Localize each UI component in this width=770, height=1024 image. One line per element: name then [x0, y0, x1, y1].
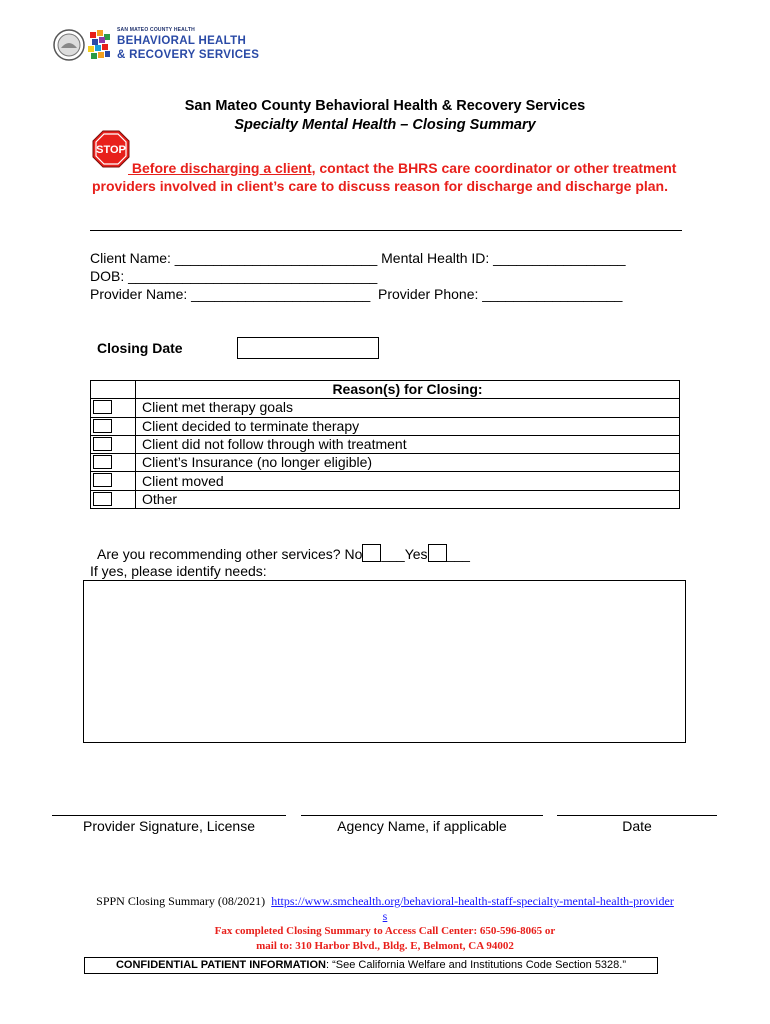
- footer-reference: [0, 894, 770, 954]
- reason-label: Client did not follow through with treatment: [136, 435, 680, 453]
- document-subtitle: Specialty Mental Health – Closing Summary: [234, 117, 536, 133]
- provider-signature-line[interactable]: [52, 815, 286, 816]
- reasons-table: [90, 380, 680, 509]
- stop-sign-label: STOP: [96, 144, 126, 156]
- closing-date-label: Closing Date: [97, 340, 183, 356]
- county-seal-icon: [52, 24, 112, 68]
- reason-label: Client moved: [136, 472, 680, 490]
- footer-link[interactable]: https://www.smchealth.org/behavioral-health-staff-specialty-mental-health-providers: [271, 894, 674, 923]
- recommend-question: [90, 528, 470, 562]
- date-line[interactable]: [557, 815, 717, 816]
- provider-signature-label: Provider Signature, License: [83, 818, 255, 834]
- table-row: [91, 490, 680, 508]
- reason-checkbox[interactable]: [93, 419, 112, 433]
- recommend-yes-checkbox[interactable]: [428, 544, 447, 562]
- reason-checkbox[interactable]: [93, 455, 112, 469]
- reason-label: Client decided to terminate therapy: [136, 417, 680, 435]
- reason-checkbox[interactable]: [93, 492, 112, 506]
- provider-field[interactable]: Provider Name: _______________________ Provider Phone: __________________: [90, 286, 623, 302]
- dob-field[interactable]: DOB: ________________________________: [90, 268, 378, 284]
- reason-label: Client met therapy goals: [136, 399, 680, 417]
- brand-text: [117, 28, 259, 61]
- date-label: Date: [622, 818, 652, 834]
- recommend-yes-blank: ___: [446, 546, 470, 562]
- table-row: [91, 472, 680, 490]
- discharge-warning: [92, 159, 692, 195]
- table-row: [91, 454, 680, 472]
- recommend-yes-label: Yes: [404, 546, 428, 562]
- confidential-label: CONFIDENTIAL PATIENT INFORMATION: [115, 959, 326, 971]
- needs-textarea[interactable]: [83, 580, 686, 743]
- reason-checkbox[interactable]: [93, 400, 112, 414]
- needs-label: If yes, please identify needs:: [90, 563, 267, 579]
- confidential-notice: [84, 957, 658, 974]
- client-name-field[interactable]: Client Name: __________________________ Mental Health ID: _________________: [90, 250, 626, 266]
- table-row: [91, 435, 680, 453]
- document-title: San Mateo County Behavioral Health & Recovery Services: [184, 98, 586, 114]
- table-header-row: [91, 381, 680, 399]
- reason-checkbox[interactable]: [93, 437, 112, 451]
- reasons-header: Reason(s) for Closing:: [136, 381, 680, 399]
- mail-instructions: mail to: 310 Harbor Blvd., Bldg. E, Belmont, CA 94002: [256, 940, 514, 952]
- mosaic-icon: [88, 30, 110, 59]
- recommend-no-checkbox[interactable]: [362, 544, 381, 562]
- warning-lead: Before discharging a client,: [128, 160, 316, 176]
- divider: [90, 230, 682, 231]
- logo-line2: & RECOVERY SERVICES: [117, 48, 260, 61]
- recommend-no-blank: ___: [381, 546, 405, 562]
- form-id: SPPN Closing Summary (08/2021): [96, 894, 266, 908]
- warning-body: contact the BHRS care coordinator or other treatment providers involved in client’s care to discuss reason for discharge and discharge plan.: [92, 160, 677, 194]
- reason-checkbox[interactable]: [93, 473, 112, 487]
- reason-label: Client’s Insurance (no longer eligible): [136, 454, 680, 472]
- logo-county: SAN MATEO COUNTY HEALTH: [117, 27, 195, 33]
- logo-line1: BEHAVIORAL HEALTH: [117, 35, 247, 47]
- table-row: [91, 417, 680, 435]
- checkbox-header-cell: [91, 381, 136, 399]
- reason-label: Other: [136, 490, 680, 508]
- agency-name-label: Agency Name, if applicable: [337, 818, 507, 834]
- closing-date-input[interactable]: [237, 337, 379, 359]
- agency-name-line[interactable]: [301, 815, 543, 816]
- table-row: [91, 399, 680, 417]
- recommend-label: Are you recommending other services? No: [97, 546, 363, 562]
- confidential-text: : “See California Welfare and Institutions Code Section 5328.”: [325, 959, 627, 971]
- fax-instructions: Fax completed Closing Summary to Access Call Center: 650-596-8065 or: [214, 925, 556, 937]
